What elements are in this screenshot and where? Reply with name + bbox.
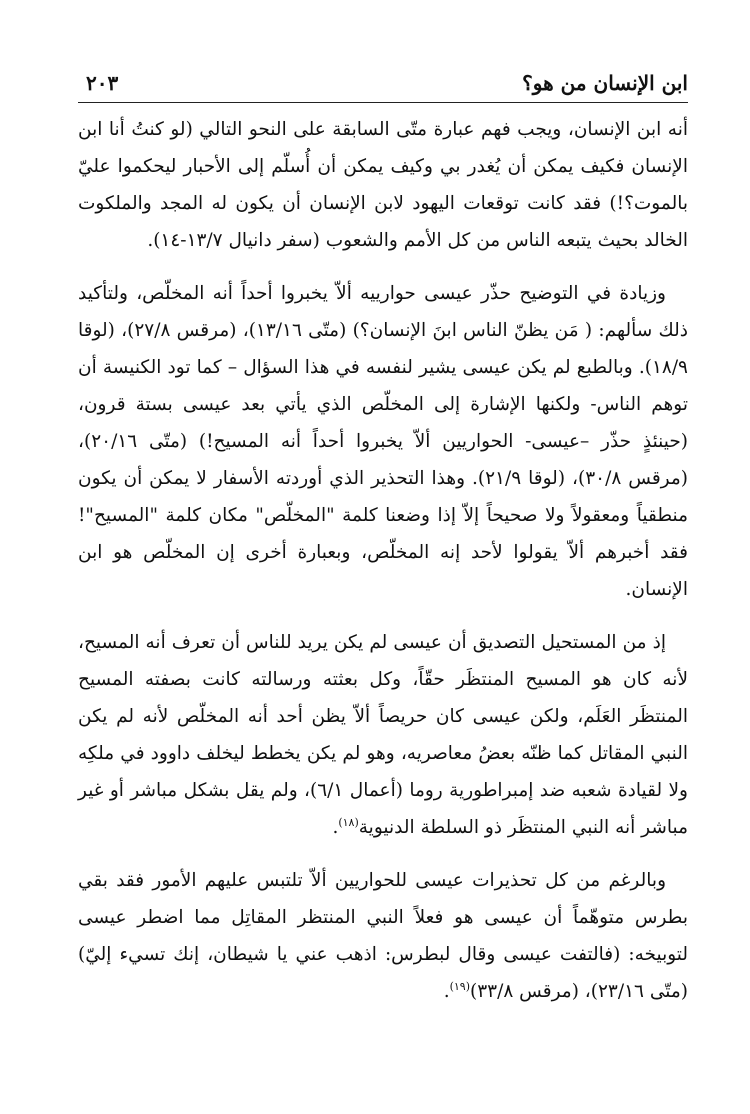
paragraph-2-text: وزيادة في التوضيح حذّر عيسى حوارييه ألاّ يخبروا أحداً أنه المخلّص، ولتأكيد ذلك سألهم: ( مَن يظنّ الناس ابنَ الإنسان؟) (متّى ١٣/١٦)، (مرقس ٢٧/٨)، (لوقا ١٨/٩). وبالطبع لم يكن عيسى يشير لنفسه في هذا السؤال – كما تود الكنيسة أن توهم الناس- ولكنها الإشارة إلى المخلّص الذي يأتي بعد عيسى بستة قرون، (حينئذٍ حذّر –عيسى- الحواريين ألاّ يخبروا أحداً أنه المسيح!) (متّى ٢٠/١٦)، (مرقس ٣٠/٨)، (لوقا ٢١/٩). وهذا التحذير الذي أوردته الأسفار لا يمكن أن يكون منطقياً ومعقولاً ولا صحيحاً إلاّ إذا وضعنا كلمة "المخلّص" مكان كلمة "المسيح"! فقد أخبرهم ألاّ يقولوا لأحد إنه المخلّص، وبعبارة أخرى إن المخلّص هو ابن الإنسان. [78, 283, 689, 600]
paragraph-3 [78, 624, 688, 846]
paragraph-4-text: وبالرغم من كل تحذيرات عيسى للحواريين ألاّ تلتبس عليهم الأمور فقد بقي بطرس متوهّماً أن عيسى هو فعلاً النبي المنتظر المقاتِل مما اضطر عيسى لتوبيخه: (فالتفت عيسى وقال لبطرس: اذهب عني يا شيطان، إنك تسيء إليّ) (متّى ٢٣/١٦)، (مرقس ٣٣/٨) [78, 870, 688, 1002]
footnote-ref-18[interactable]: (١٨) [338, 815, 359, 829]
page-header [78, 62, 688, 103]
paragraph-4 [78, 862, 688, 1010]
page-number: ٢٠٣ [86, 71, 119, 95]
paragraph-1-text: أنه ابن الإنسان، ويجب فهم عبارة متّى السابقة على النحو التالي (لو كنتُ أنا ابن الإنسان فكيف يمكن أن يُغدر بي وكيف يمكن أن أُسلّم إلى الأحبار ليحكموا عليّ بالموت؟!) فقد كانت توقعات اليهود لابن الإنسان أن يكون له المجد والملكوت الخالد بحيث يتبعه الناس من كل الأمم والشعوب (سفر دانيال ١٣/٧-١٤). [78, 119, 688, 251]
paragraph-3-text: إذ من المستحيل التصديق أن عيسى لم يكن يريد للناس أن تعرف أنه المسيح، لأنه كان هو المسيح المنتظَر حقّاً، وكل بعثته ورسالته كانت بصفته المسيح المنتظَر العَلَم، ولكن عيسى كان حريصاً ألاّ يظن أحد أنه المخلّص لأنه لم يكن النبي المقاتل كما ظنّه بعضُ معاصريه، وهو لم يكن يخطط ليخلف داوود في ملكِه ولا لقيادة شعبه ضد إمبراطورية روما (أعمال ٦/١)، ولم يقل بشكل مباشر أو غير مباشر أنه النبي المنتظَر ذو السلطة الدنيوية [78, 632, 688, 838]
paragraph-4-tail: . [443, 981, 450, 1002]
book-page [78, 62, 688, 1026]
running-title: ابن الإنسان من هو؟ [522, 71, 688, 95]
footnote-ref-19[interactable]: (١٩) [449, 979, 471, 993]
page-body [78, 111, 688, 1010]
paragraph-1 [78, 111, 688, 259]
paragraph-2 [78, 275, 688, 608]
paragraph-3-tail: . [332, 817, 339, 838]
